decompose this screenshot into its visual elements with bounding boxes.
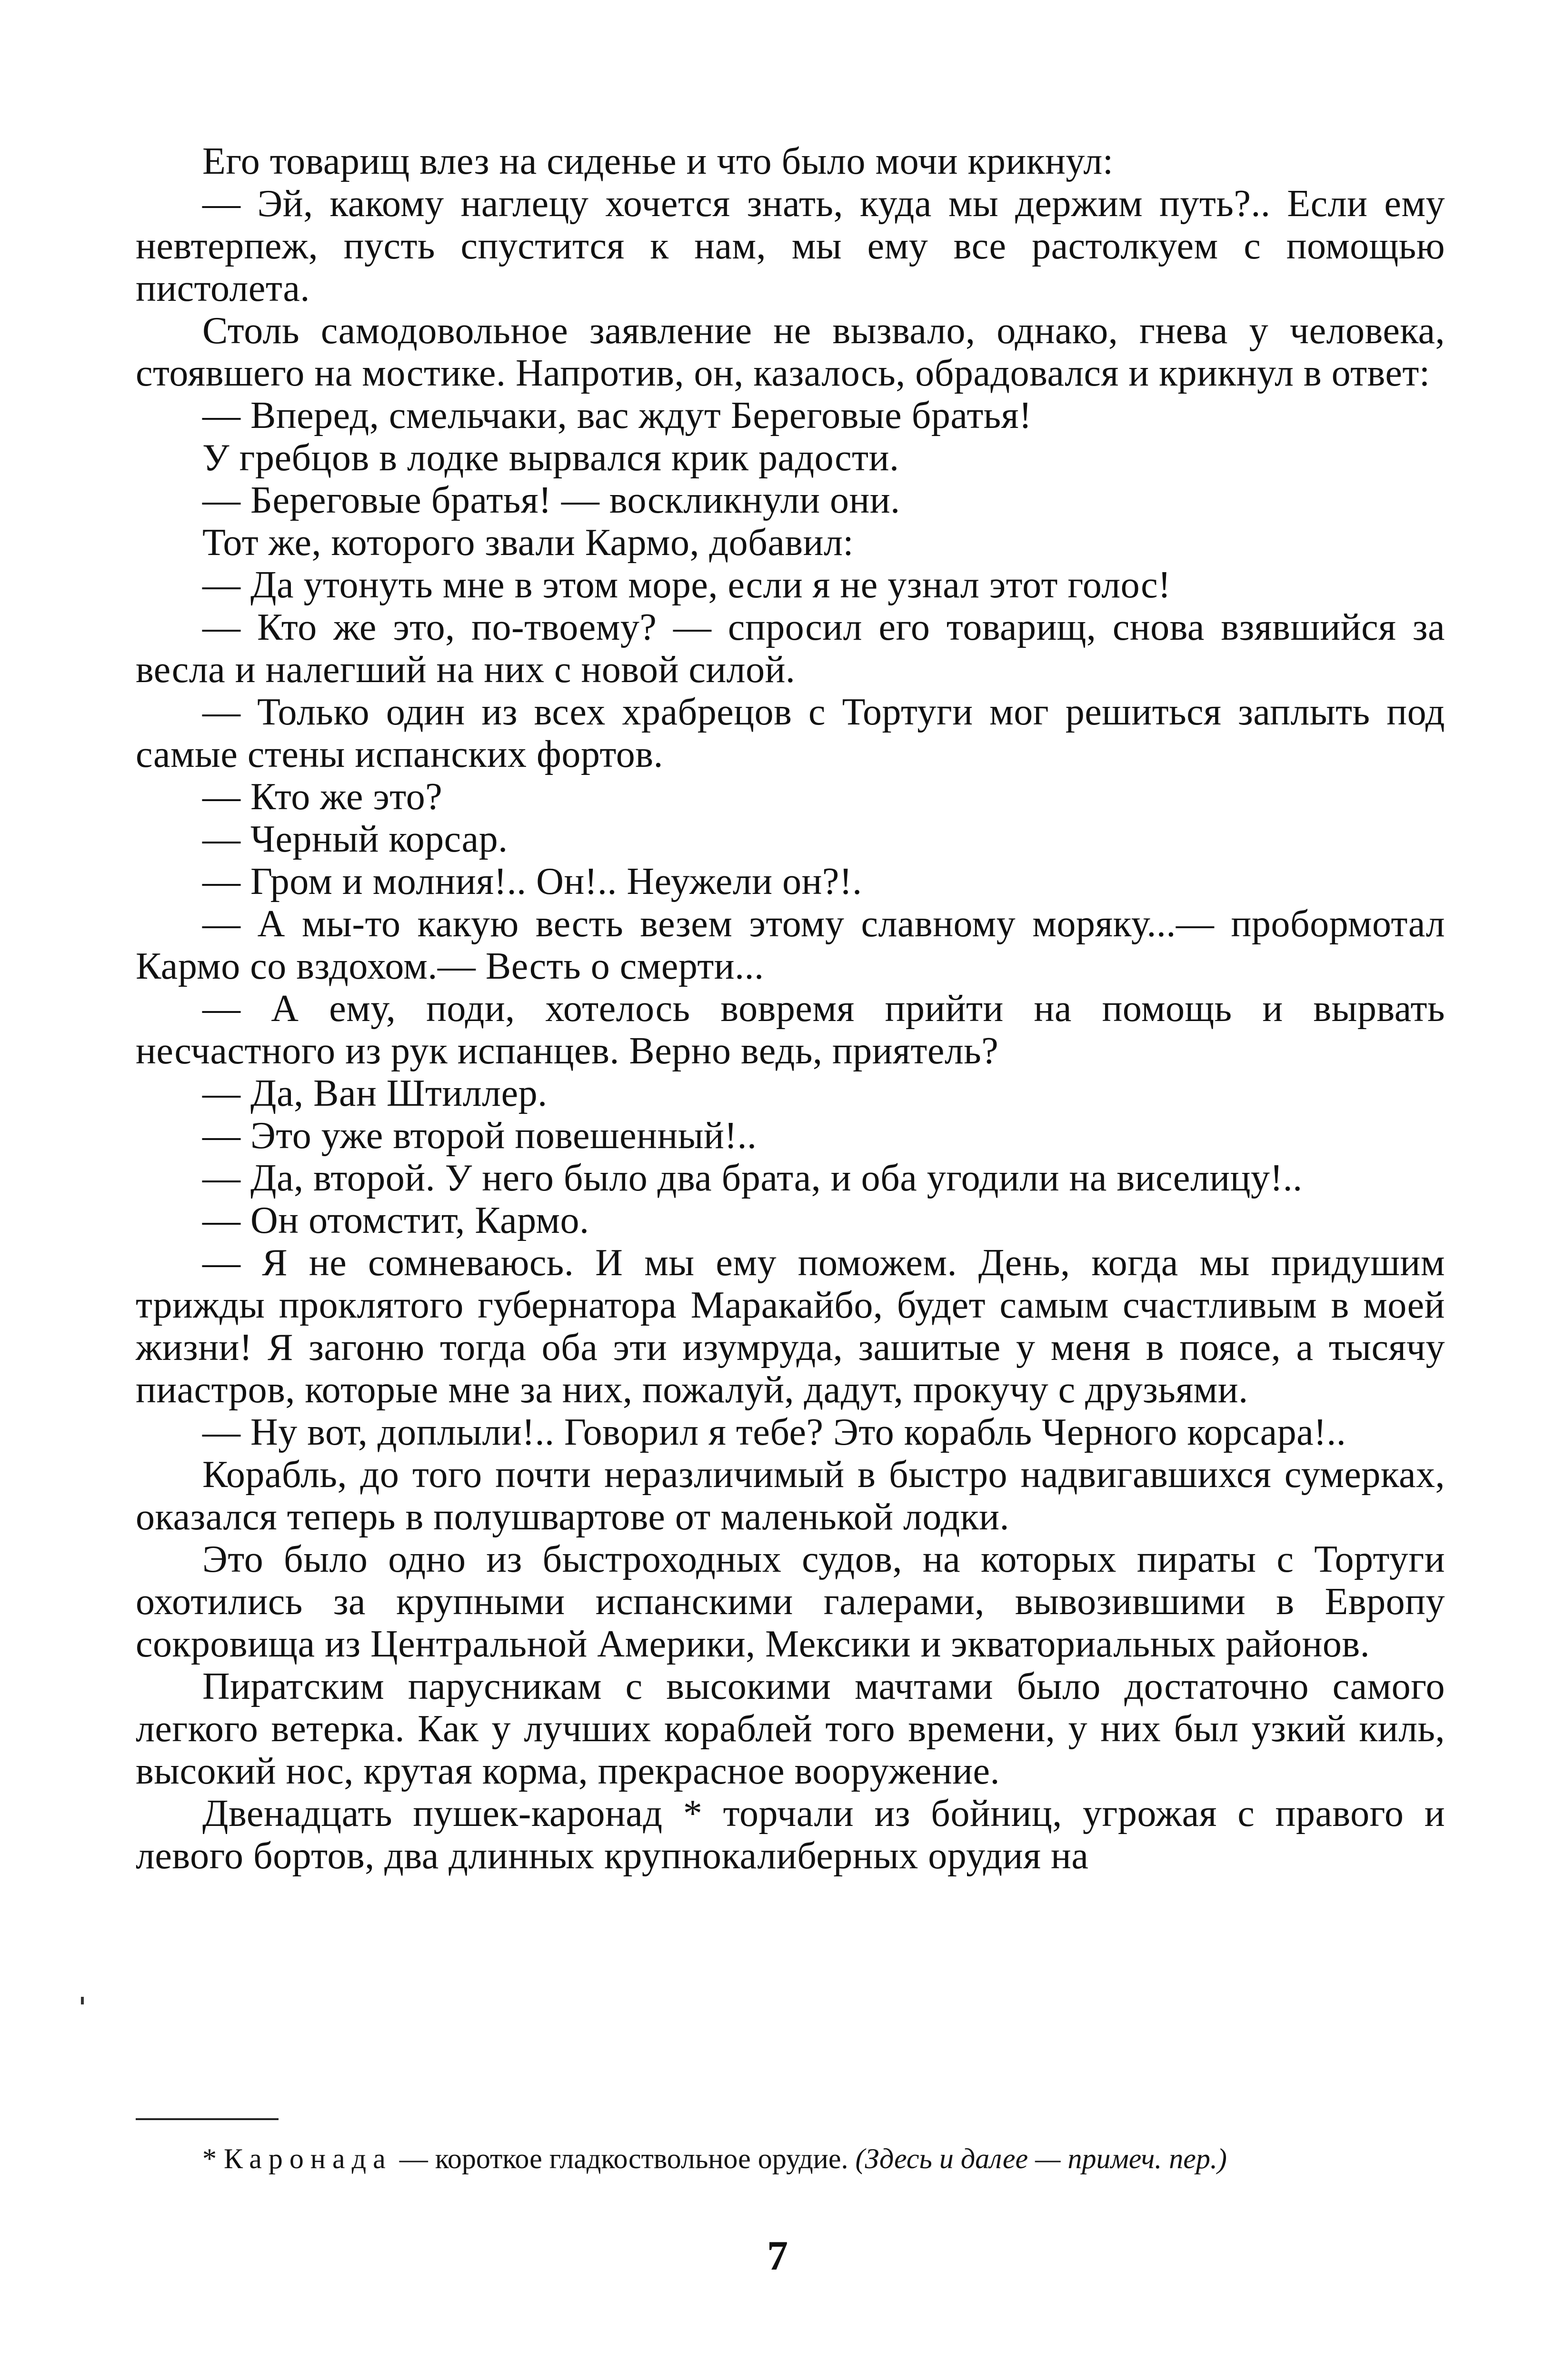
footnote-translator-note: (Здесь и далее — примеч. пер.) bbox=[855, 2143, 1227, 2174]
paragraph: — А мы-то какую весть везем этому славному моряку...— пробормотал Кармо со вздохом.— Весть о смерти... bbox=[136, 903, 1445, 987]
footnote-term: Каронада bbox=[224, 2143, 392, 2174]
paragraph: — А ему, поди, хотелось вовремя прийти на помощь и вырвать несчастного из рук испанцев. Верно ведь, приятель? bbox=[136, 988, 1445, 1072]
paragraph: У гребцов в лодке вырвался крик радости. bbox=[202, 437, 899, 479]
paragraph: — Только один из всех храбрецов с Тортуги мог решиться заплыть под самые стены испанских фортов. bbox=[136, 691, 1445, 775]
paragraph: — Гром и молния!.. Он!.. Неужели он?!. bbox=[202, 861, 862, 902]
paragraph: Пиратским парусникам с высокими мачтами было достаточно самого легкого ветерка. Как у лучших кораблей того времени, у них был узкий киль, высокий нос, крутая корма, прекрасное вооружение. bbox=[136, 1666, 1445, 1792]
paragraph: — Кто же это? bbox=[202, 776, 443, 818]
paragraph: — Это уже второй повешенный!.. bbox=[202, 1115, 757, 1157]
footnote bbox=[136, 2142, 1445, 2175]
paragraph: — Эй, какому наглецу хочется знать, куда мы держим путь?.. Если ему невтерпеж, пусть спустится к нам, мы ему все растолкуем с помощью пистолета. bbox=[136, 183, 1445, 309]
paragraph: Двенадцать пушек-каронад * торчали из бойниц, угрожая с правого и левого бортов, два длинных крупнокалиберных орудия на bbox=[136, 1793, 1445, 1877]
paragraph: — Да, второй. У него было два брата, и оба угодили на виселицу!.. bbox=[202, 1157, 1303, 1199]
paragraph: Корабль, до того почти неразличимый в быстро надвигавшихся сумерках, оказался теперь в полушвартове от маленькой лодки. bbox=[136, 1454, 1445, 1538]
paragraph: — Ну вот, доплыли!.. Говорил я тебе? Это корабль Черного корсара!.. bbox=[202, 1411, 1346, 1453]
paragraph: — Вперед, смельчаки, вас ждут Береговые братья! bbox=[202, 395, 1032, 436]
paragraph: — Черный корсар. bbox=[202, 818, 508, 860]
body-text bbox=[136, 140, 1445, 1877]
paragraph: Тот же, которого звали Кармо, добавил: bbox=[202, 522, 854, 564]
page-number: 7 bbox=[767, 2233, 788, 2279]
paragraph: — Береговые братья! — воскликнули они. bbox=[202, 479, 900, 521]
paragraph: — Да утонуть мне в этом море, если я не узнал этот голос! bbox=[202, 564, 1171, 606]
footnote-marker: * bbox=[202, 2143, 224, 2174]
paragraph: — Он отомстит, Кармо. bbox=[202, 1200, 589, 1241]
footnote-definition: — короткое гладкоствольное орудие. bbox=[392, 2143, 856, 2174]
paragraph: Его товарищ влез на сиденье и что было мочи крикнул: bbox=[202, 140, 1114, 182]
paragraph: Столь самодовольное заявление не вызвало, однако, гнева у человека, стоявшего на мостике. Напротив, он, казалось, обрадовался и крикнул в ответ: bbox=[136, 310, 1445, 394]
margin-mark bbox=[81, 1997, 84, 2004]
paragraph: — Я не сомневаюсь. И мы ему поможем. День, когда мы придушим трижды проклятого губернатора Маракайбо, будет самым счастливым в моей жизни! Я загоню тогда оба эти изумруда, зашитые у меня в поясе, а тысячу пиастров, которые мне за них, пожалуй, дадут, прокучу с друзьями. bbox=[136, 1242, 1445, 1411]
paragraph: Это было одно из быстроходных судов, на которых пираты с Тортуги охотились за крупными испанскими галерами, вывозившими в Европу сокровища из Центральной Америки, Мексики и экваториальных районов. bbox=[136, 1538, 1445, 1665]
footnote-rule bbox=[136, 2118, 279, 2120]
paragraph: — Кто же это, по-твоему? — спросил его товарищ, снова взявшийся за весла и налегший на них с новой силой. bbox=[136, 606, 1445, 691]
paragraph: — Да, Ван Штиллер. bbox=[202, 1072, 548, 1114]
